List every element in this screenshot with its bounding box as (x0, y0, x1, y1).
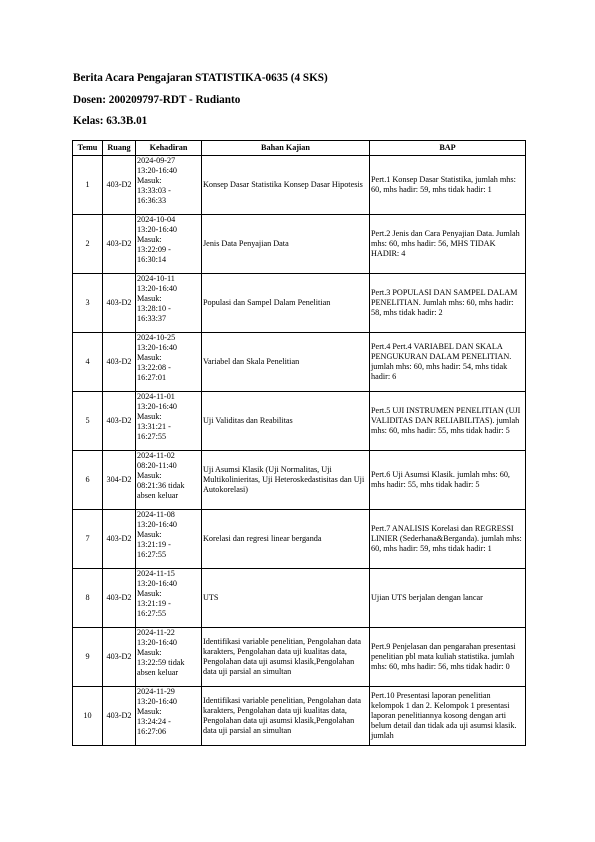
table-row (73, 274, 526, 333)
cell-ruang: 403-D2 (103, 333, 136, 392)
table-row (73, 451, 526, 510)
cell-bahan-kajian: Identifikasi variable penelitian, Pengolahan data karakters, Pengolahan data uji kualitas data, Pengolahan data uji asumsi klasik,Pengolahan data uji parsial an simultan (202, 628, 370, 687)
cell-bahan-kajian: Populasi dan Sampel Dalam Penelitian (202, 274, 370, 333)
col-header-ruang: Ruang (103, 141, 136, 156)
kehadiran-line: 08:20-11:40 (137, 461, 177, 470)
cell-kehadiran (136, 215, 202, 274)
col-header-bahan-kajian: Bahan Kajian (202, 141, 370, 156)
kehadiran-line: Masuk: (137, 412, 162, 421)
kehadiran-line: Masuk: (137, 471, 162, 480)
cell-kehadiran (136, 569, 202, 628)
cell-bap: Pert.2 Jenis dan Cara Penyajian Data. Jumlah mhs: 60, mhs hadir: 56, MHS TIDAK HADIR: 4 (370, 215, 526, 274)
kehadiran-line: 2024-10-25 (137, 333, 176, 342)
cell-temu: 2 (73, 215, 103, 274)
kehadiran-line: 13:31:21 - (137, 422, 171, 431)
kehadiran-line: 08:21:36 tidak (137, 481, 185, 490)
table-row (73, 215, 526, 274)
kehadiran-line: 13:21:19 - (137, 540, 171, 549)
cell-bahan-kajian: Variabel dan Skala Penelitian (202, 333, 370, 392)
cell-bahan-kajian: Konsep Dasar Statistika Konsep Dasar Hipotesis (202, 156, 370, 215)
cell-temu: 1 (73, 156, 103, 215)
kehadiran-line: Masuk: (137, 353, 162, 362)
cell-ruang: 304-D2 (103, 451, 136, 510)
kehadiran-line: 16:27:55 (137, 609, 167, 618)
kehadiran-line: 16:36:33 (137, 196, 167, 205)
kehadiran-line: 2024-10-11 (137, 274, 175, 283)
cell-bahan-kajian: Korelasi dan regresi linear berganda (202, 510, 370, 569)
kehadiran-line: 13:20-16:40 (137, 225, 178, 234)
kehadiran-line: 2024-11-08 (137, 510, 175, 519)
cell-temu: 5 (73, 392, 103, 451)
kehadiran-line: 2024-11-01 (137, 392, 175, 401)
kehadiran-line: 13:28:10 - (137, 304, 171, 313)
lecturer-line: Dosen: 200209797-RDT - Rudianto (73, 94, 241, 106)
table-row (73, 687, 526, 746)
kehadiran-line: 13:20-16:40 (137, 166, 178, 175)
table-header-row (73, 141, 526, 156)
cell-temu: 7 (73, 510, 103, 569)
kehadiran-line: 13:21:19 - (137, 599, 171, 608)
cell-bap: Ujian UTS berjalan dengan lancar (370, 569, 526, 628)
kehadiran-line: 13:20-16:40 (137, 697, 178, 706)
table-row (73, 156, 526, 215)
cell-kehadiran (136, 274, 202, 333)
kehadiran-line: 16:27:01 (137, 373, 167, 382)
cell-kehadiran (136, 510, 202, 569)
cell-ruang: 403-D2 (103, 569, 136, 628)
cell-temu: 8 (73, 569, 103, 628)
kehadiran-line: 16:27:06 (137, 727, 167, 736)
kehadiran-line: 13:24:24 - (137, 717, 171, 726)
cell-kehadiran (136, 451, 202, 510)
kehadiran-line: 2024-10-04 (137, 215, 176, 224)
cell-ruang: 403-D2 (103, 510, 136, 569)
kehadiran-line: Masuk: (137, 294, 162, 303)
cell-bap: Pert.5 UJI INSTRUMEN PENELITIAN (UJI VALIDITAS DAN RELIABILITAS). jumlah mhs: 60, mhs hadir: 55, mhs tidak hadir: 5 (370, 392, 526, 451)
cell-temu: 3 (73, 274, 103, 333)
kehadiran-line: 13:20-16:40 (137, 284, 178, 293)
cell-temu: 10 (73, 687, 103, 746)
cell-ruang: 403-D2 (103, 628, 136, 687)
kehadiran-line: 2024-11-22 (137, 628, 175, 637)
cell-ruang: 403-D2 (103, 392, 136, 451)
kehadiran-line: 16:30:14 (137, 255, 167, 264)
kehadiran-line: 2024-11-15 (137, 569, 175, 578)
kehadiran-line: Masuk: (137, 530, 162, 539)
cell-ruang: 403-D2 (103, 215, 136, 274)
cell-bap: Pert.9 Penjelasan dan pengarahan presentasi penelitian pbl mata kuliah statistika. jumlah mhs: 60, mhs hadir: 56, mhs tidak hadir: 0 (370, 628, 526, 687)
table-body (73, 156, 526, 746)
kehadiran-line: 13:20-16:40 (137, 402, 178, 411)
cell-bap: Pert.7 ANALISIS Korelasi dan REGRESSI LINIER (Sederhana&Berganda). jumlah mhs: 60, mhs hadir: 59, mhs tidak hadir: 1 (370, 510, 526, 569)
kehadiran-line: 13:20-16:40 (137, 638, 178, 647)
table-row (73, 569, 526, 628)
kehadiran-line: absen keluar (137, 491, 179, 500)
cell-bahan-kajian: Jenis Data Penyajian Data (202, 215, 370, 274)
kehadiran-line: 13:20-16:40 (137, 343, 178, 352)
cell-kehadiran (136, 333, 202, 392)
cell-bap: Pert.10 Presentasi laporan penelitian kelompok 1 dan 2. Kelompok 1 presentasi laporan penelitiannya kosong dengan arti belum detail dan tidak ada uji asumsi klasik. jumlah (370, 687, 526, 746)
kehadiran-line: 13:20-16:40 (137, 579, 178, 588)
cell-bahan-kajian: Uji Validitas dan Reabilitas (202, 392, 370, 451)
kehadiran-line: 2024-09-27 (137, 156, 176, 165)
kehadiran-line: 2024-11-02 (137, 451, 175, 460)
class-line: Kelas: 63.3B.01 (73, 115, 148, 127)
cell-bap: Pert.6 Uji Asumsi Klasik. jumlah mhs: 60, mhs hadir: 55, mhs tidak hadir: 5 (370, 451, 526, 510)
kehadiran-line: 13:22:09 - (137, 245, 171, 254)
col-header-bap: BAP (370, 141, 526, 156)
cell-bap: Pert.3 POPULASI DAN SAMPEL DALAM PENELITIAN. Jumlah mhs: 60, mhs hadir: 58, mhs tidak hadir: 2 (370, 274, 526, 333)
table-row (73, 510, 526, 569)
cell-bahan-kajian: UTS (202, 569, 370, 628)
kehadiran-line: 16:27:55 (137, 432, 167, 441)
cell-kehadiran (136, 156, 202, 215)
kehadiran-line: 13:22:08 - (137, 363, 171, 372)
col-header-temu: Temu (73, 141, 103, 156)
kehadiran-line: Masuk: (137, 235, 162, 244)
table-row (73, 392, 526, 451)
kehadiran-line: 16:33:37 (137, 314, 167, 323)
kehadiran-line: Masuk: (137, 589, 162, 598)
kehadiran-line: 2024-11-29 (137, 687, 175, 696)
kehadiran-line: 13:22:59 tidak (137, 658, 185, 667)
kehadiran-line: Masuk: (137, 176, 162, 185)
kehadiran-line: 13:20-16:40 (137, 520, 178, 529)
cell-temu: 9 (73, 628, 103, 687)
cell-bap: Pert.1 Konsep Dasar Statistika, jumlah mhs: 60, mhs hadir: 59, mhs tidak hadir: 1 (370, 156, 526, 215)
kehadiran-line: Masuk: (137, 707, 162, 716)
kehadiran-line: 16:27:55 (137, 550, 167, 559)
kehadiran-line: Masuk: (137, 648, 162, 657)
cell-temu: 6 (73, 451, 103, 510)
teaching-record-table (72, 140, 526, 746)
cell-ruang: 403-D2 (103, 687, 136, 746)
cell-kehadiran (136, 687, 202, 746)
cell-bap: Pert.4 Pert.4 VARIABEL DAN SKALA PENGUKURAN DALAM PENELITIAN. jumlah mhs: 60, mhs hadir: 54, mhs tidak hadir: 6 (370, 333, 526, 392)
cell-kehadiran (136, 392, 202, 451)
cell-temu: 4 (73, 333, 103, 392)
document-title: Berita Acara Pengajaran STATISTIKA-0635 (4 SKS) (73, 72, 328, 84)
cell-ruang: 403-D2 (103, 274, 136, 333)
table-row (73, 628, 526, 687)
cell-bahan-kajian: Identifikasi variable penelitian, Pengolahan data karakters, Pengolahan data uji kualitas data, Pengolahan data uji asumsi klasik,Pengolahan data uji parsial an simultan (202, 687, 370, 746)
kehadiran-line: 13:33:03 - (137, 186, 171, 195)
cell-kehadiran (136, 628, 202, 687)
kehadiran-line: absen keluar (137, 668, 179, 677)
col-header-kehadiran: Kehadiran (136, 141, 202, 156)
cell-bahan-kajian: Uji Asumsi Klasik (Uji Normalitas, Uji Multikolinieritas, Uji Heteroskedastisitas dan Uji Autokorelasi) (202, 451, 370, 510)
cell-ruang: 403-D2 (103, 156, 136, 215)
table-row (73, 333, 526, 392)
